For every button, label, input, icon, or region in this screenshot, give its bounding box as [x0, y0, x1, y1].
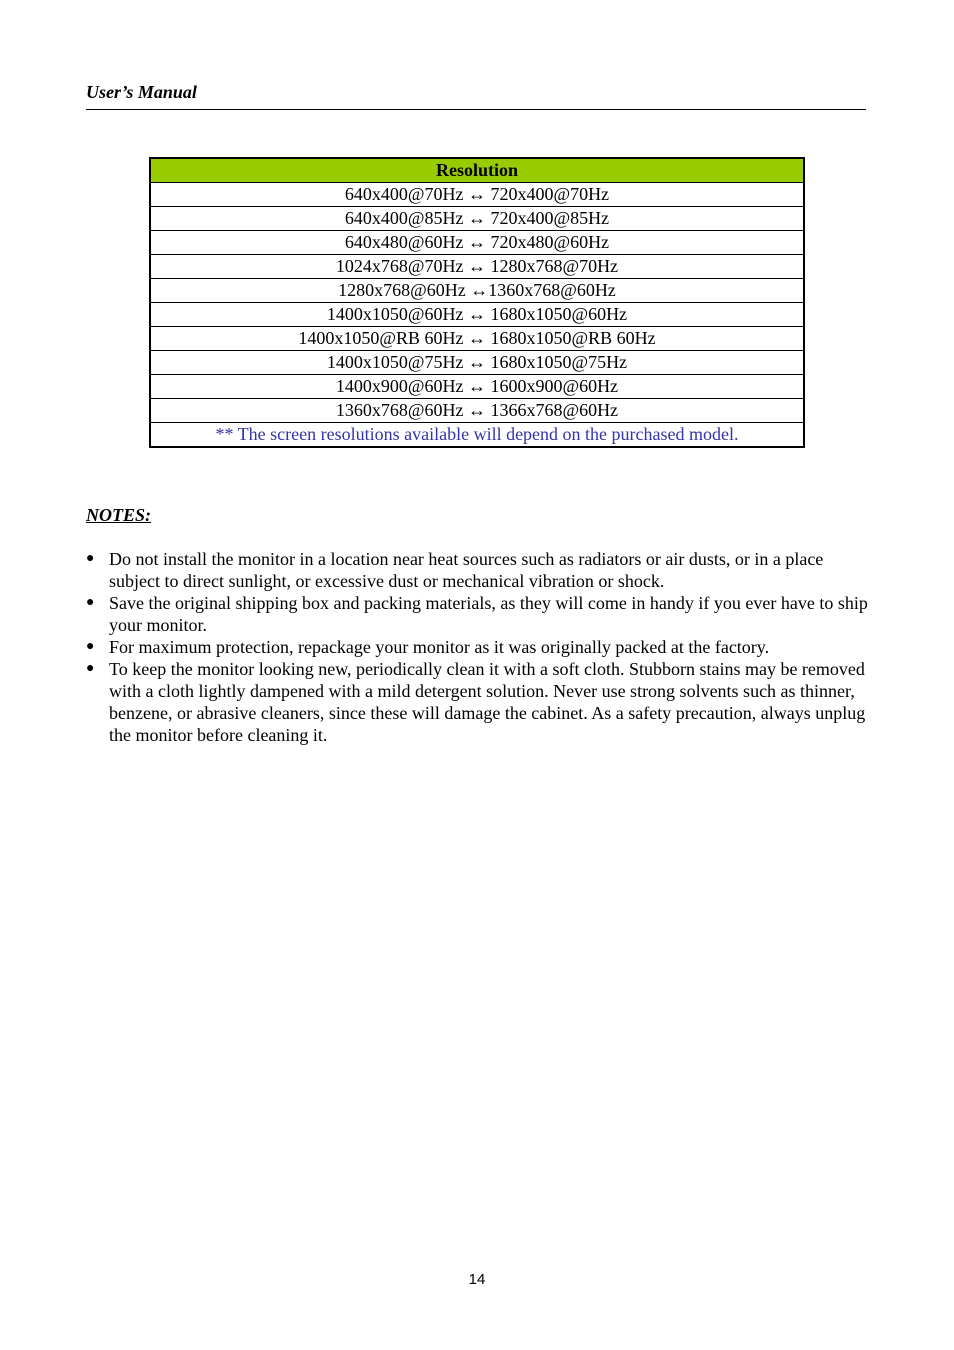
note-text: Save the original shipping box and packing materials, as they will come in handy if you ever have to ship your monitor. [109, 593, 868, 635]
resolution-cell: 1400x900@60Hz ↔ 1600x900@60Hz [150, 375, 804, 399]
note-text: To keep the monitor looking new, periodically clean it with a soft cloth. Stubborn stains may be removed with a cloth lightly dampened with a mild detergent solution. Never use strong solvents such as thinner, benzene, or abrasive cleaners, since these will damage the cabinet. As a safety precaution, always unplug the monitor before cleaning it. [109, 659, 866, 745]
table-row [150, 183, 804, 207]
page-header [86, 81, 866, 110]
list-item [86, 548, 868, 592]
list-item [86, 658, 868, 746]
resolution-cell: 1400x1050@60Hz ↔ 1680x1050@60Hz [150, 303, 804, 327]
table-row [150, 207, 804, 231]
resolution-cell: 1360x768@60Hz ↔ 1366x768@60Hz [150, 399, 804, 423]
table-row [150, 327, 804, 351]
manual-title: User’s Manual [86, 82, 197, 102]
table-note-row [150, 423, 804, 448]
resolution-cell: 1024x768@70Hz ↔ 1280x768@70Hz [150, 255, 804, 279]
note-text: For maximum protection, repackage your monitor as it was originally packed at the factory. [109, 637, 770, 657]
page-number: 14 [468, 1271, 486, 1288]
table-row [150, 303, 804, 327]
table-row [150, 375, 804, 399]
resolution-cell: 640x480@60Hz ↔ 720x480@60Hz [150, 231, 804, 255]
bullet-icon: ● [86, 551, 95, 566]
table-row [150, 255, 804, 279]
notes-heading: NOTES: [86, 505, 152, 525]
resolution-cell: 1400x1050@75Hz ↔ 1680x1050@75Hz [150, 351, 804, 375]
table-row [150, 279, 804, 303]
list-item [86, 592, 868, 636]
table-header-row [150, 158, 804, 183]
list-item [86, 636, 868, 658]
resolution-cell: 1400x1050@RB 60Hz ↔ 1680x1050@RB 60Hz [150, 327, 804, 351]
resolution-table [149, 157, 805, 448]
bullet-icon: ● [86, 595, 95, 610]
resolution-column-header: Resolution [150, 158, 804, 183]
bullet-icon: ● [86, 661, 95, 676]
resolution-availability-note: ** The screen resolutions available will depend on the purchased model. [150, 423, 804, 448]
bullet-icon: ● [86, 639, 95, 654]
note-text: Do not install the monitor in a location near heat sources such as radiators or air dusts, or in a place subject to direct sunlight, or excessive dust or mechanical vibration or shock. [109, 549, 824, 591]
table-row [150, 351, 804, 375]
notes-list [86, 548, 868, 746]
resolution-cell: 640x400@70Hz ↔ 720x400@70Hz [150, 183, 804, 207]
resolution-cell: 1280x768@60Hz ↔1360x768@60Hz [150, 279, 804, 303]
resolution-cell: 640x400@85Hz ↔ 720x400@85Hz [150, 207, 804, 231]
table-row [150, 399, 804, 423]
table-row [150, 231, 804, 255]
